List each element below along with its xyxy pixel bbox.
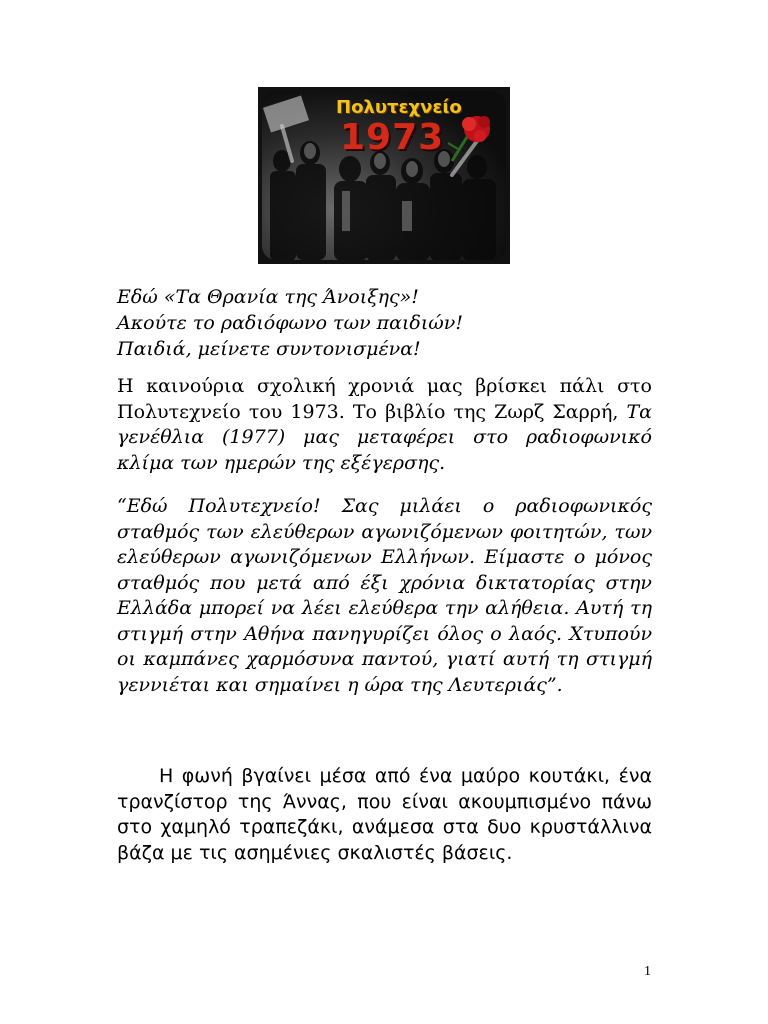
paragraph-1-rest: μας μεταφέρει στο ραδιοφωνικό κλίμα των ημερών της εξέγερσης. [117,426,653,474]
poster-year: 1973 [340,117,445,158]
book-title: Τα γενέθλια (1977) [117,400,653,448]
paragraph-3 [117,764,652,866]
intro-line-2: Ακούτε το ραδιόφωνο των παιδιών! [117,312,463,334]
page-number: 1 [644,964,651,979]
poster-title: Πολυτεχνείο [336,97,462,118]
radio-quote: “Εδώ Πολυτεχνείο! Σας μιλάει ο ραδιοφωνικός σταθμός των ελεύθερων αγωνιζόμενων φοιτητών, των ελεύθερων αγωνιζόμενων Ελλήνων. Είμαστε ο μόνος σταθμός που μετά από έξι χρόνια δικτατορίας στην Ελλάδα μπορεί να λέει ελεύθερα την αλήθεια. Αυτή τη στιγμή στην Αθήνα πανηγυρίζει όλος ο λαός. Χτυπούν οι καμπάνες χαρμόσυνα παντού, γιατί αυτή τη στιγμή γεννιέται και σημαίνει η ώρα της Λευτεριάς”. [117,495,652,696]
intro-line-1: Εδώ «Τα Θρανία της Άνοιξης»! [117,286,419,308]
polytechnic-1973-poster [258,87,510,264]
paragraph-3-text: Η φωνή βγαίνει μέσα από ένα μαύρο κουτάκι, ένα τρανζίστορ της Άννας, που είναι ακουμπισμένο πάνω στο χαμηλό τραπεζάκι, ανάμεσα στα δυο κρυστάλλινα βάζα με τις ασημένιες σκαλιστές βάσεις. [117,765,652,864]
paragraph-1-text: Η καινούρια σχολική χρονιά μας βρίσκει πάλι στο Πολυτεχνείο του 1973. Το βιβλίο της Ζωρζ Σαρρή, [117,375,652,423]
intro-lines [117,284,652,362]
poster-photo [262,91,506,260]
intro-line-3: Παιδιά, μείνετε συντονισμένα! [117,338,421,360]
paragraph-1 [117,374,652,476]
